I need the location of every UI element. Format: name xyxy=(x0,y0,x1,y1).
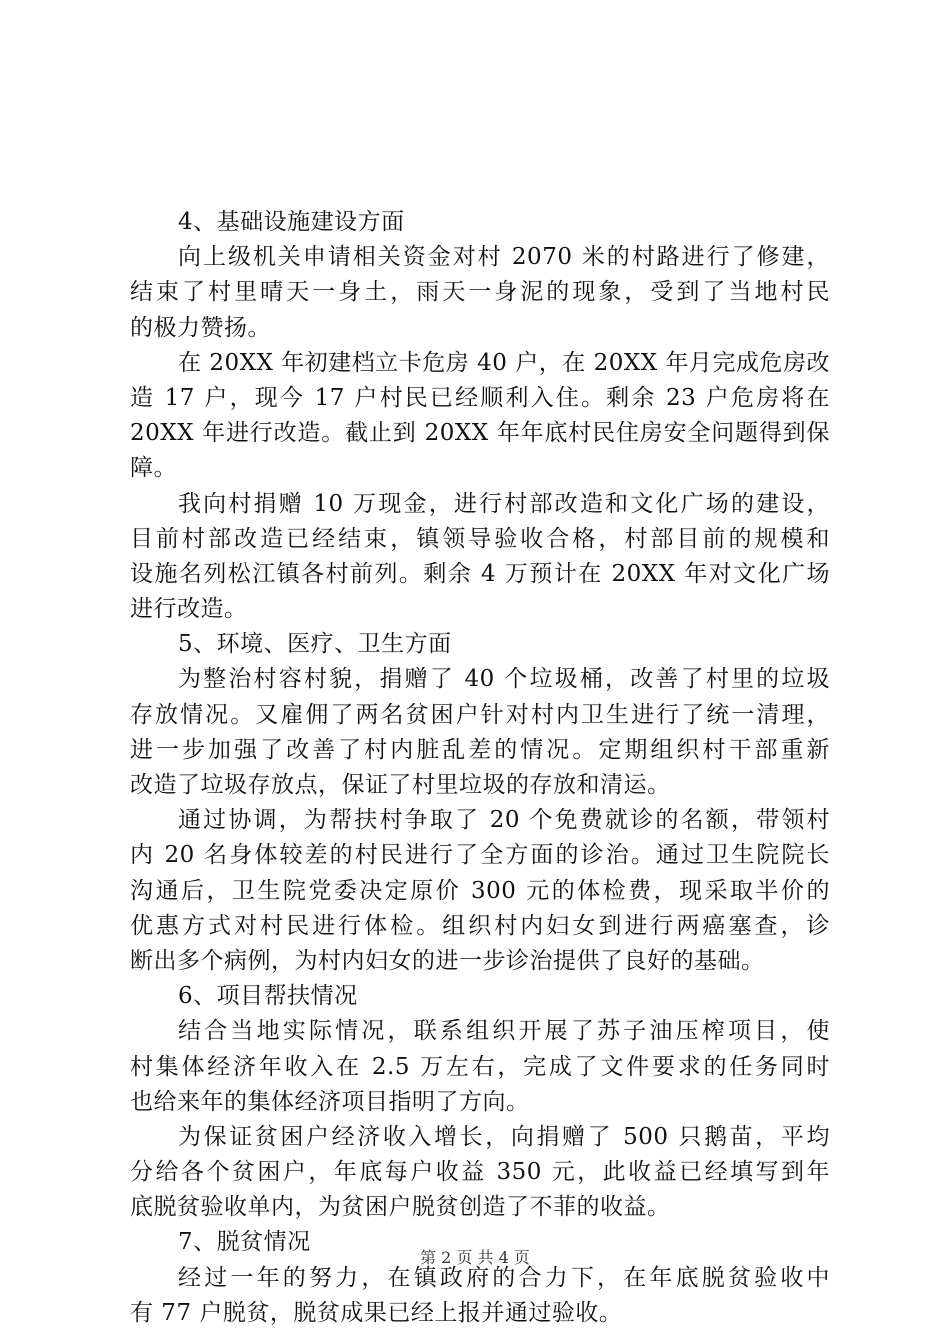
page-footer: 第 2 页 共 4 页 xyxy=(420,1248,530,1267)
paragraph-line: 进行改造。 xyxy=(130,596,248,623)
paragraph-line: 沟通后，卫生院党委决定原价 300 元的体检费，现采取半价的 xyxy=(130,877,830,904)
paragraph-line: 优惠方式对村民进行体检。组织村内妇女到进行两癌塞查，诊 xyxy=(130,912,830,939)
paragraph-line: 有 77 户脱贫，脱贫成果已经上报并通过验收。 xyxy=(130,1299,623,1326)
paragraph-line: 进一步加强了改善了村内脏乱差的情况。定期组织村干部重新 xyxy=(130,736,830,763)
section-heading: 4、基础设施建设方面 xyxy=(178,209,405,235)
paragraph-line: 结束了村里晴天一身土，雨天一身泥的现象，受到了当地村民 xyxy=(130,279,830,306)
paragraph-line: 我向村捐赠 10 万现金，进行村部改造和文化广场的建设， xyxy=(178,490,830,517)
paragraph-line: 分给各个贫困户，年底每户收益 350 元，此收益已经填写到年 xyxy=(130,1159,830,1186)
paragraph-line: 在 20XX 年初建档立卡危房 40 户，在 20XX 年月完成危房改 xyxy=(178,349,830,376)
paragraph-line: 设施名列松江镇各村前列。剩余 4 万预计在 20XX 年对文化广场 xyxy=(130,560,830,587)
paragraph-line: 存放情况。又雇佣了两名贫困户针对村内卫生进行了统一清理， xyxy=(130,701,830,728)
section-heading: 7、脱贫情况 xyxy=(178,1229,311,1256)
section-heading: 5、环境、医疗、卫生方面 xyxy=(178,631,452,658)
paragraph-line: 的极力赞扬。 xyxy=(130,314,271,341)
paragraph-line: 通过协调，为帮扶村争取了 20 个免费就诊的名额，带领村 xyxy=(178,807,830,834)
document-body xyxy=(130,205,830,1331)
paragraph-line: 村集体经济年收入在 2.5 万左右，完成了文件要求的任务同时 xyxy=(130,1053,830,1080)
paragraph-line: 经过一年的努力，在镇政府的合力下，在年底脱贫验收中 xyxy=(178,1264,830,1291)
paragraph-line: 也给来年的集体经济项目指明了方向。 xyxy=(130,1088,530,1115)
paragraph-line: 为整治村容村貌，捐赠了 40 个垃圾桶，改善了村里的垃圾 xyxy=(178,666,830,693)
paragraph-line: 底脱贫验收单内，为贫困户脱贫创造了不菲的收益。 xyxy=(130,1194,671,1221)
paragraph-line: 障。 xyxy=(130,455,177,482)
section-heading: 6、项目帮扶情况 xyxy=(178,983,358,1010)
paragraph-line: 目前村部改造已经结束，镇领导验收合格，村部目前的规模和 xyxy=(130,525,830,552)
paragraph-line: 为保证贫困户经济收入增长，向捐赠了 500 只鹅苗，平均 xyxy=(178,1123,830,1150)
paragraph-line: 改造了垃圾存放点，保证了村里垃圾的存放和清运。 xyxy=(130,772,671,798)
paragraph-line: 内 20 名身体较差的村民进行了全方面的诊治。通过卫生院院长 xyxy=(130,842,830,869)
paragraph-line: 20XX 年进行改造。截止到 20XX 年年底村民住房安全问题得到保 xyxy=(130,420,830,447)
paragraph-line: 断出多个病例，为村内妇女的进一步诊治提供了良好的基础。 xyxy=(130,947,765,974)
paragraph-line: 造 17 户，现今 17 户村民已经顺利入住。剩余 23 户危房将在 xyxy=(130,384,830,411)
paragraph-line: 向上级机关申请相关资金对村 2070 米的村路进行了修建， xyxy=(178,244,830,271)
paragraph-line: 结合当地实际情况，联系组织开展了苏子油压榨项目，使 xyxy=(178,1018,830,1045)
